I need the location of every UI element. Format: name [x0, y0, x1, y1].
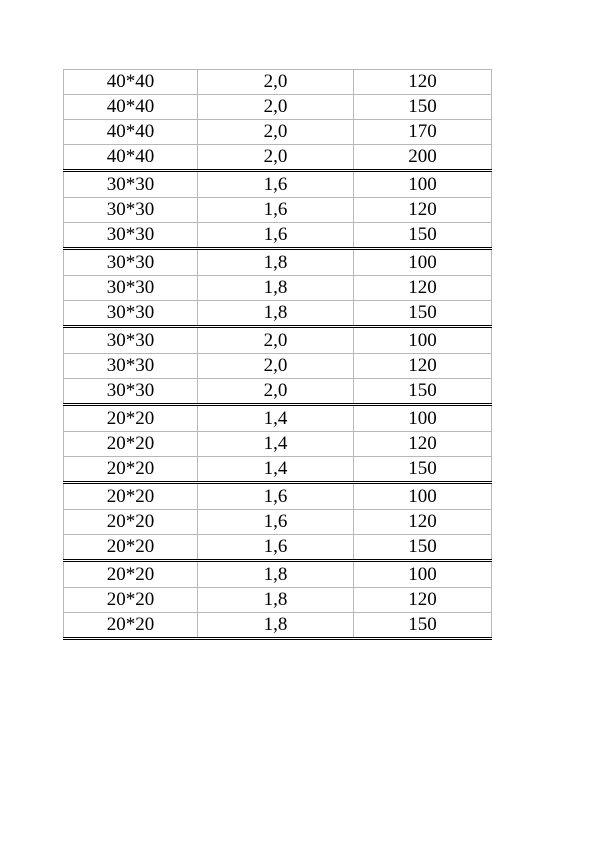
length-cell: 100	[354, 405, 492, 432]
thickness-cell: 1,4	[198, 457, 354, 483]
thickness-cell: 1,8	[198, 613, 354, 639]
table-row	[64, 510, 492, 535]
table-row	[64, 95, 492, 120]
size-cell: 30*30	[64, 379, 198, 405]
size-cell: 30*30	[64, 276, 198, 301]
table-row	[64, 354, 492, 379]
thickness-cell: 1,6	[198, 510, 354, 535]
table-row	[64, 613, 492, 639]
length-cell: 100	[354, 171, 492, 198]
size-cell: 20*20	[64, 483, 198, 510]
length-cell: 150	[354, 457, 492, 483]
size-cell: 40*40	[64, 120, 198, 145]
thickness-cell: 1,8	[198, 276, 354, 301]
length-cell: 170	[354, 120, 492, 145]
size-cell: 30*30	[64, 354, 198, 379]
table-row	[64, 301, 492, 327]
thickness-cell: 1,8	[198, 588, 354, 613]
size-cell: 20*20	[64, 561, 198, 588]
length-cell: 100	[354, 561, 492, 588]
length-cell: 150	[354, 535, 492, 561]
thickness-cell: 2,0	[198, 145, 354, 171]
size-cell: 20*20	[64, 432, 198, 457]
size-cell: 30*30	[64, 301, 198, 327]
thickness-cell: 1,4	[198, 432, 354, 457]
thickness-cell: 2,0	[198, 95, 354, 120]
table-row	[64, 457, 492, 483]
length-cell: 100	[354, 483, 492, 510]
table-row	[64, 171, 492, 198]
size-cell: 20*20	[64, 535, 198, 561]
length-cell: 150	[354, 223, 492, 249]
thickness-cell: 2,0	[198, 379, 354, 405]
length-cell: 100	[354, 249, 492, 276]
length-cell: 120	[354, 588, 492, 613]
table-row	[64, 379, 492, 405]
size-cell: 20*20	[64, 613, 198, 639]
table-row	[64, 70, 492, 95]
length-cell: 120	[354, 510, 492, 535]
size-cell: 40*40	[64, 145, 198, 171]
table-row	[64, 483, 492, 510]
size-cell: 40*40	[64, 70, 198, 95]
length-cell: 150	[354, 301, 492, 327]
size-cell: 20*20	[64, 405, 198, 432]
thickness-cell: 2,0	[198, 327, 354, 354]
thickness-cell: 1,6	[198, 535, 354, 561]
length-cell: 120	[354, 432, 492, 457]
length-cell: 100	[354, 327, 492, 354]
length-cell: 120	[354, 276, 492, 301]
size-cell: 30*30	[64, 327, 198, 354]
thickness-cell: 1,8	[198, 249, 354, 276]
table-row	[64, 405, 492, 432]
length-cell: 200	[354, 145, 492, 171]
table-row	[64, 276, 492, 301]
size-cell: 40*40	[64, 95, 198, 120]
size-cell: 30*30	[64, 223, 198, 249]
size-cell: 20*20	[64, 588, 198, 613]
table-row	[64, 223, 492, 249]
table-row	[64, 249, 492, 276]
table-row	[64, 561, 492, 588]
thickness-cell: 1,8	[198, 301, 354, 327]
length-cell: 150	[354, 95, 492, 120]
thickness-cell: 1,6	[198, 483, 354, 510]
table-row	[64, 198, 492, 223]
size-cell: 20*20	[64, 457, 198, 483]
size-cell: 30*30	[64, 249, 198, 276]
table-row	[64, 432, 492, 457]
thickness-cell: 1,6	[198, 223, 354, 249]
table-body	[64, 70, 492, 639]
length-cell: 150	[354, 379, 492, 405]
data-table	[63, 69, 492, 640]
thickness-cell: 2,0	[198, 120, 354, 145]
size-cell: 30*30	[64, 171, 198, 198]
length-cell: 120	[354, 70, 492, 95]
length-cell: 120	[354, 198, 492, 223]
thickness-cell: 1,4	[198, 405, 354, 432]
length-cell: 120	[354, 354, 492, 379]
thickness-cell: 1,6	[198, 198, 354, 223]
table-row	[64, 120, 492, 145]
size-cell: 30*30	[64, 198, 198, 223]
length-cell: 150	[354, 613, 492, 639]
table-row	[64, 535, 492, 561]
thickness-cell: 1,8	[198, 561, 354, 588]
table-row	[64, 145, 492, 171]
table-row	[64, 327, 492, 354]
table-row	[64, 588, 492, 613]
thickness-cell: 2,0	[198, 354, 354, 379]
size-cell: 20*20	[64, 510, 198, 535]
thickness-cell: 2,0	[198, 70, 354, 95]
thickness-cell: 1,6	[198, 171, 354, 198]
